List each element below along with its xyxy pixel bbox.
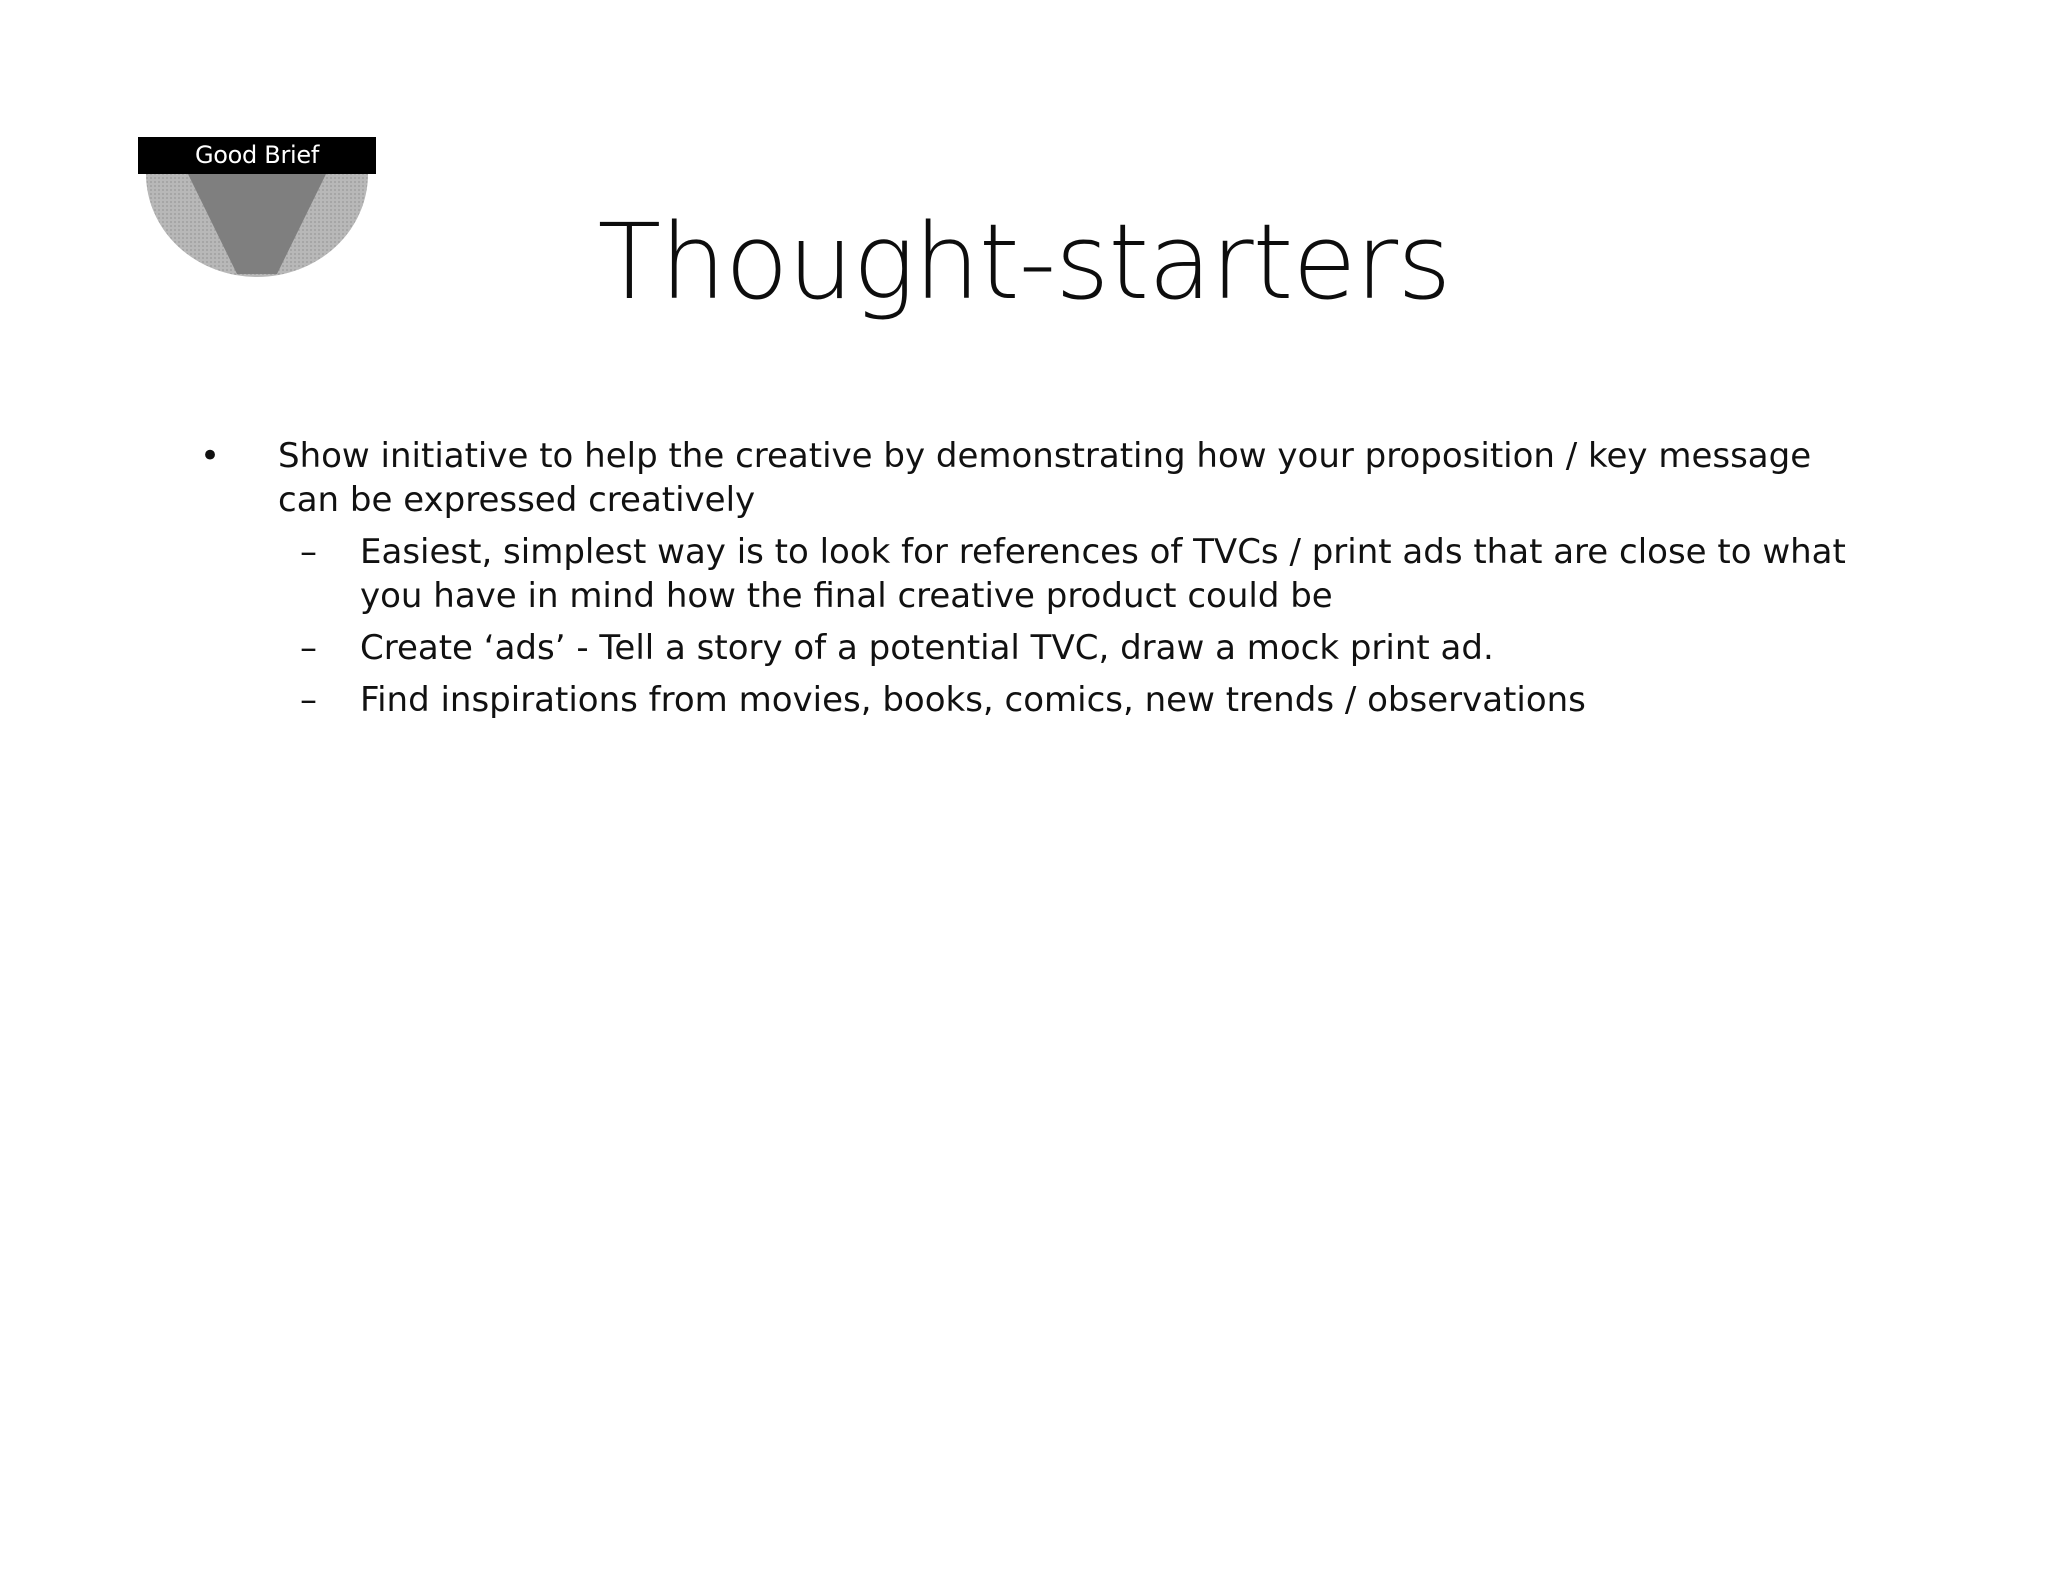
sub-bullet-text: Easiest, simplest way is to look for references of TVCs / print ads that are close to what you have in mind how the final creative product could be [360,532,1846,616]
slide-title: Thought-starters [597,201,1451,323]
bullet-item [200,434,1850,522]
bullet-list [200,434,1850,730]
dash-marker: – [300,680,317,720]
sub-bullet-list [200,530,1850,722]
sub-bullet-item [200,530,1850,618]
bullet-marker: • [200,436,221,476]
sub-bullet-item [200,678,1850,722]
sub-bullet-item [200,626,1850,670]
sub-bullet-text: Find inspirations from movies, books, comics, new trends / observations [360,680,1586,720]
dash-marker: – [300,628,317,668]
dash-marker: – [300,532,317,572]
bullet-text: Show initiative to help the creative by demonstrating how your proposition / key message can be expressed creatively [278,436,1812,520]
logo-label: Good Brief [138,137,376,174]
sub-bullet-text: Create ‘ads’ - Tell a story of a potential TVC, draw a mock print ad. [360,628,1494,668]
